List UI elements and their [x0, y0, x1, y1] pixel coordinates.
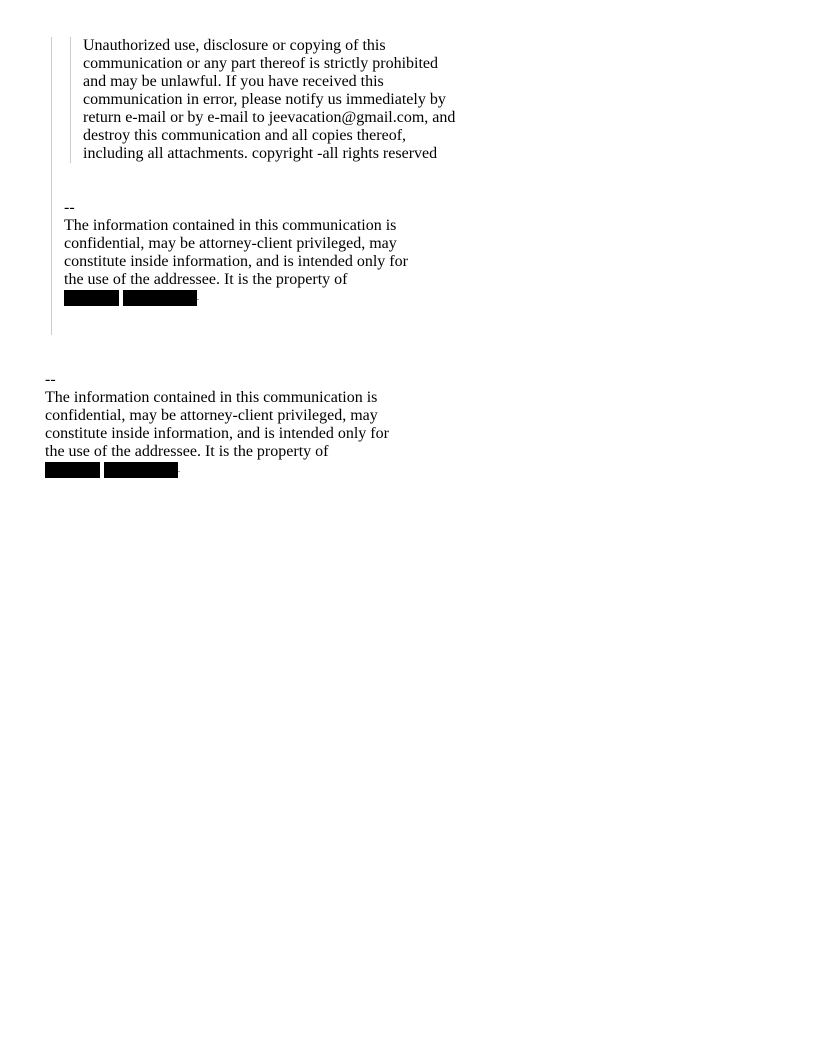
redaction-period: . [197, 293, 199, 302]
inner-quote-line: return e-mail or by e-mail to jeevacation@gmail.com, and [83, 109, 456, 126]
signature-line: The information contained in this communication is [45, 389, 378, 406]
outer-quote-block [51, 37, 765, 335]
signature-line: the use of the addressee. It is the property of [45, 443, 329, 460]
inner-quote-block [70, 37, 765, 163]
spacer [64, 163, 765, 199]
signature-line: constitute inside information, and is intended only for [64, 253, 408, 270]
redaction-block [104, 462, 178, 478]
inner-quote-line: including all attachments. copyright -all rights reserved [83, 145, 438, 162]
signature-line: confidential, may be attorney-client privileged, may [64, 235, 397, 252]
redaction-block [64, 290, 119, 306]
redaction-period: . [178, 465, 180, 474]
quoted-signature [64, 199, 765, 307]
signature-line: The information contained in this communication is [64, 217, 397, 234]
redaction-block [45, 462, 100, 478]
email-signature [45, 371, 765, 479]
inner-quote-line: Unauthorized use, disclosure or copying of this [83, 37, 386, 54]
email-body [45, 37, 765, 479]
signature-line: the use of the addressee. It is the property of [64, 271, 348, 288]
redacted-owner-line [64, 289, 765, 307]
redaction-block [123, 290, 197, 306]
signature-line: constitute inside information, and is intended only for [45, 425, 389, 442]
signature-separator: -- [45, 371, 56, 388]
redacted-owner-line [45, 461, 765, 479]
signature-line: confidential, may be attorney-client privileged, may [45, 407, 378, 424]
inner-quote-line: destroy this communication and all copies thereof, [83, 127, 407, 144]
spacer [45, 335, 765, 371]
inner-quote-line: communication in error, please notify us immediately by [83, 91, 446, 108]
inner-quote-line: communication or any part thereof is strictly prohibited [83, 55, 439, 72]
inner-quote-line: and may be unlawful. If you have received this [83, 73, 384, 90]
signature-separator: -- [64, 199, 75, 216]
